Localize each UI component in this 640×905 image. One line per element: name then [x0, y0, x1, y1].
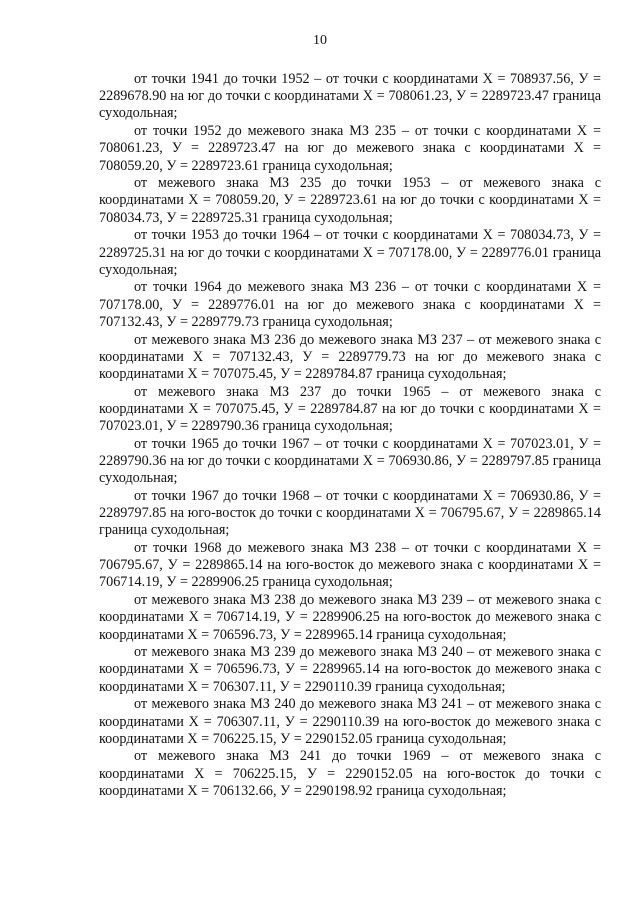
- boundary-paragraph: от межевого знака МЗ 236 до межевого знака МЗ 237 – от межевого знака с координатами Х = 707132.43, У = 2289779.73 на юг до межевого знака с координатами Х = 707075.45, У = 2289784.87 граница суходольная;: [99, 331, 601, 382]
- boundary-paragraph: от межевого знака МЗ 239 до межевого знака МЗ 240 – от межевого знака с координатами Х = 706596.73, У = 2289965.14 на юго-восток до межевого знака с координатами Х = 706307.11, У = 2290110.39 граница суходольная;: [99, 644, 601, 695]
- boundary-paragraph: от точки 1965 до точки 1967 – от точки с координатами Х = 707023.01, У = 2289790.36 на юг до точки с координатами Х = 706930.86, У = 2289797.85 граница суходольная;: [99, 435, 601, 487]
- boundary-paragraph: от точки 1953 до точки 1964 – от точки с координатами Х = 708034.73, У = 2289725.31 на юг до точки с координатами Х = 707178.00, У = 2289776.01 граница суходольная;: [99, 227, 601, 278]
- boundary-paragraph: от точки 1941 до точки 1952 – от точки с координатами Х = 708937.56, У = 2289678.90 на юг до точки с координатами Х = 708061.23, У = 2289723.47 граница суходольная;: [99, 71, 601, 122]
- page-number: 10: [313, 33, 327, 48]
- boundary-paragraph: от точки 1968 до межевого знака МЗ 238 – от точки с координатами Х = 706795.67, У = 2289865.14 на юго-восток до межевого знака с координатами Х = 706714.19, У = 2289906.25 граница суходольная;: [99, 539, 601, 591]
- boundary-paragraph: от точки 1964 до межевого знака МЗ 236 – от точки с координатами Х = 707178.00, У = 2289776.01 на юг до межевого знака с координатами Х = 707132.43, У = 2289779.73 граница суходольная;: [99, 279, 601, 330]
- document-body: [99, 71, 601, 801]
- boundary-paragraph: от межевого знака МЗ 241 до точки 1969 – от межевого знака с координатами Х = 706225.15, У = 2290152.05 на юго-восток до точки с координатами Х = 706132.66, У = 2290198.92 граница суходольная;: [99, 748, 601, 799]
- boundary-paragraph: от межевого знака МЗ 238 до межевого знака МЗ 239 – от межевого знака с координатами Х = 706714.19, У = 2289906.25 на юго-восток до межевого знака с координатами Х = 706596.73, У = 2289965.14 граница суходольная;: [99, 592, 601, 643]
- boundary-paragraph: от межевого знака МЗ 237 до точки 1965 – от межевого знака с координатами Х = 707075.45, У = 2289784.87 на юг до точки с координатами Х = 707023.01, У = 2289790.36 граница суходольная;: [99, 383, 601, 435]
- boundary-paragraph: от межевого знака МЗ 235 до точки 1953 – от межевого знака с координатами Х = 708059.20, У = 2289723.61 на юг до точки с координатами Х = 708034.73, У = 2289725.31 граница суходольная;: [99, 175, 601, 226]
- boundary-paragraph: от точки 1967 до точки 1968 – от точки с координатами Х = 706930.86, У = 2289797.85 на юго-восток до точки с координатами Х = 706795.67, У = 2289865.14 граница суходольная;: [99, 487, 601, 539]
- boundary-paragraph: от точки 1952 до межевого знака МЗ 235 – от точки с координатами Х = 708061.23, У = 2289723.47 на юг до межевого знака с координатами Х = 708059.20, У = 2289723.61 граница суходольная;: [99, 123, 601, 174]
- boundary-paragraph: от межевого знака МЗ 240 до межевого знака МЗ 241 – от межевого знака с координатами Х = 706307.11, У = 2290110.39 на юго-восток до межевого знака с координатами Х = 706225.15, У = 2290152.05 граница суходольная;: [99, 696, 601, 747]
